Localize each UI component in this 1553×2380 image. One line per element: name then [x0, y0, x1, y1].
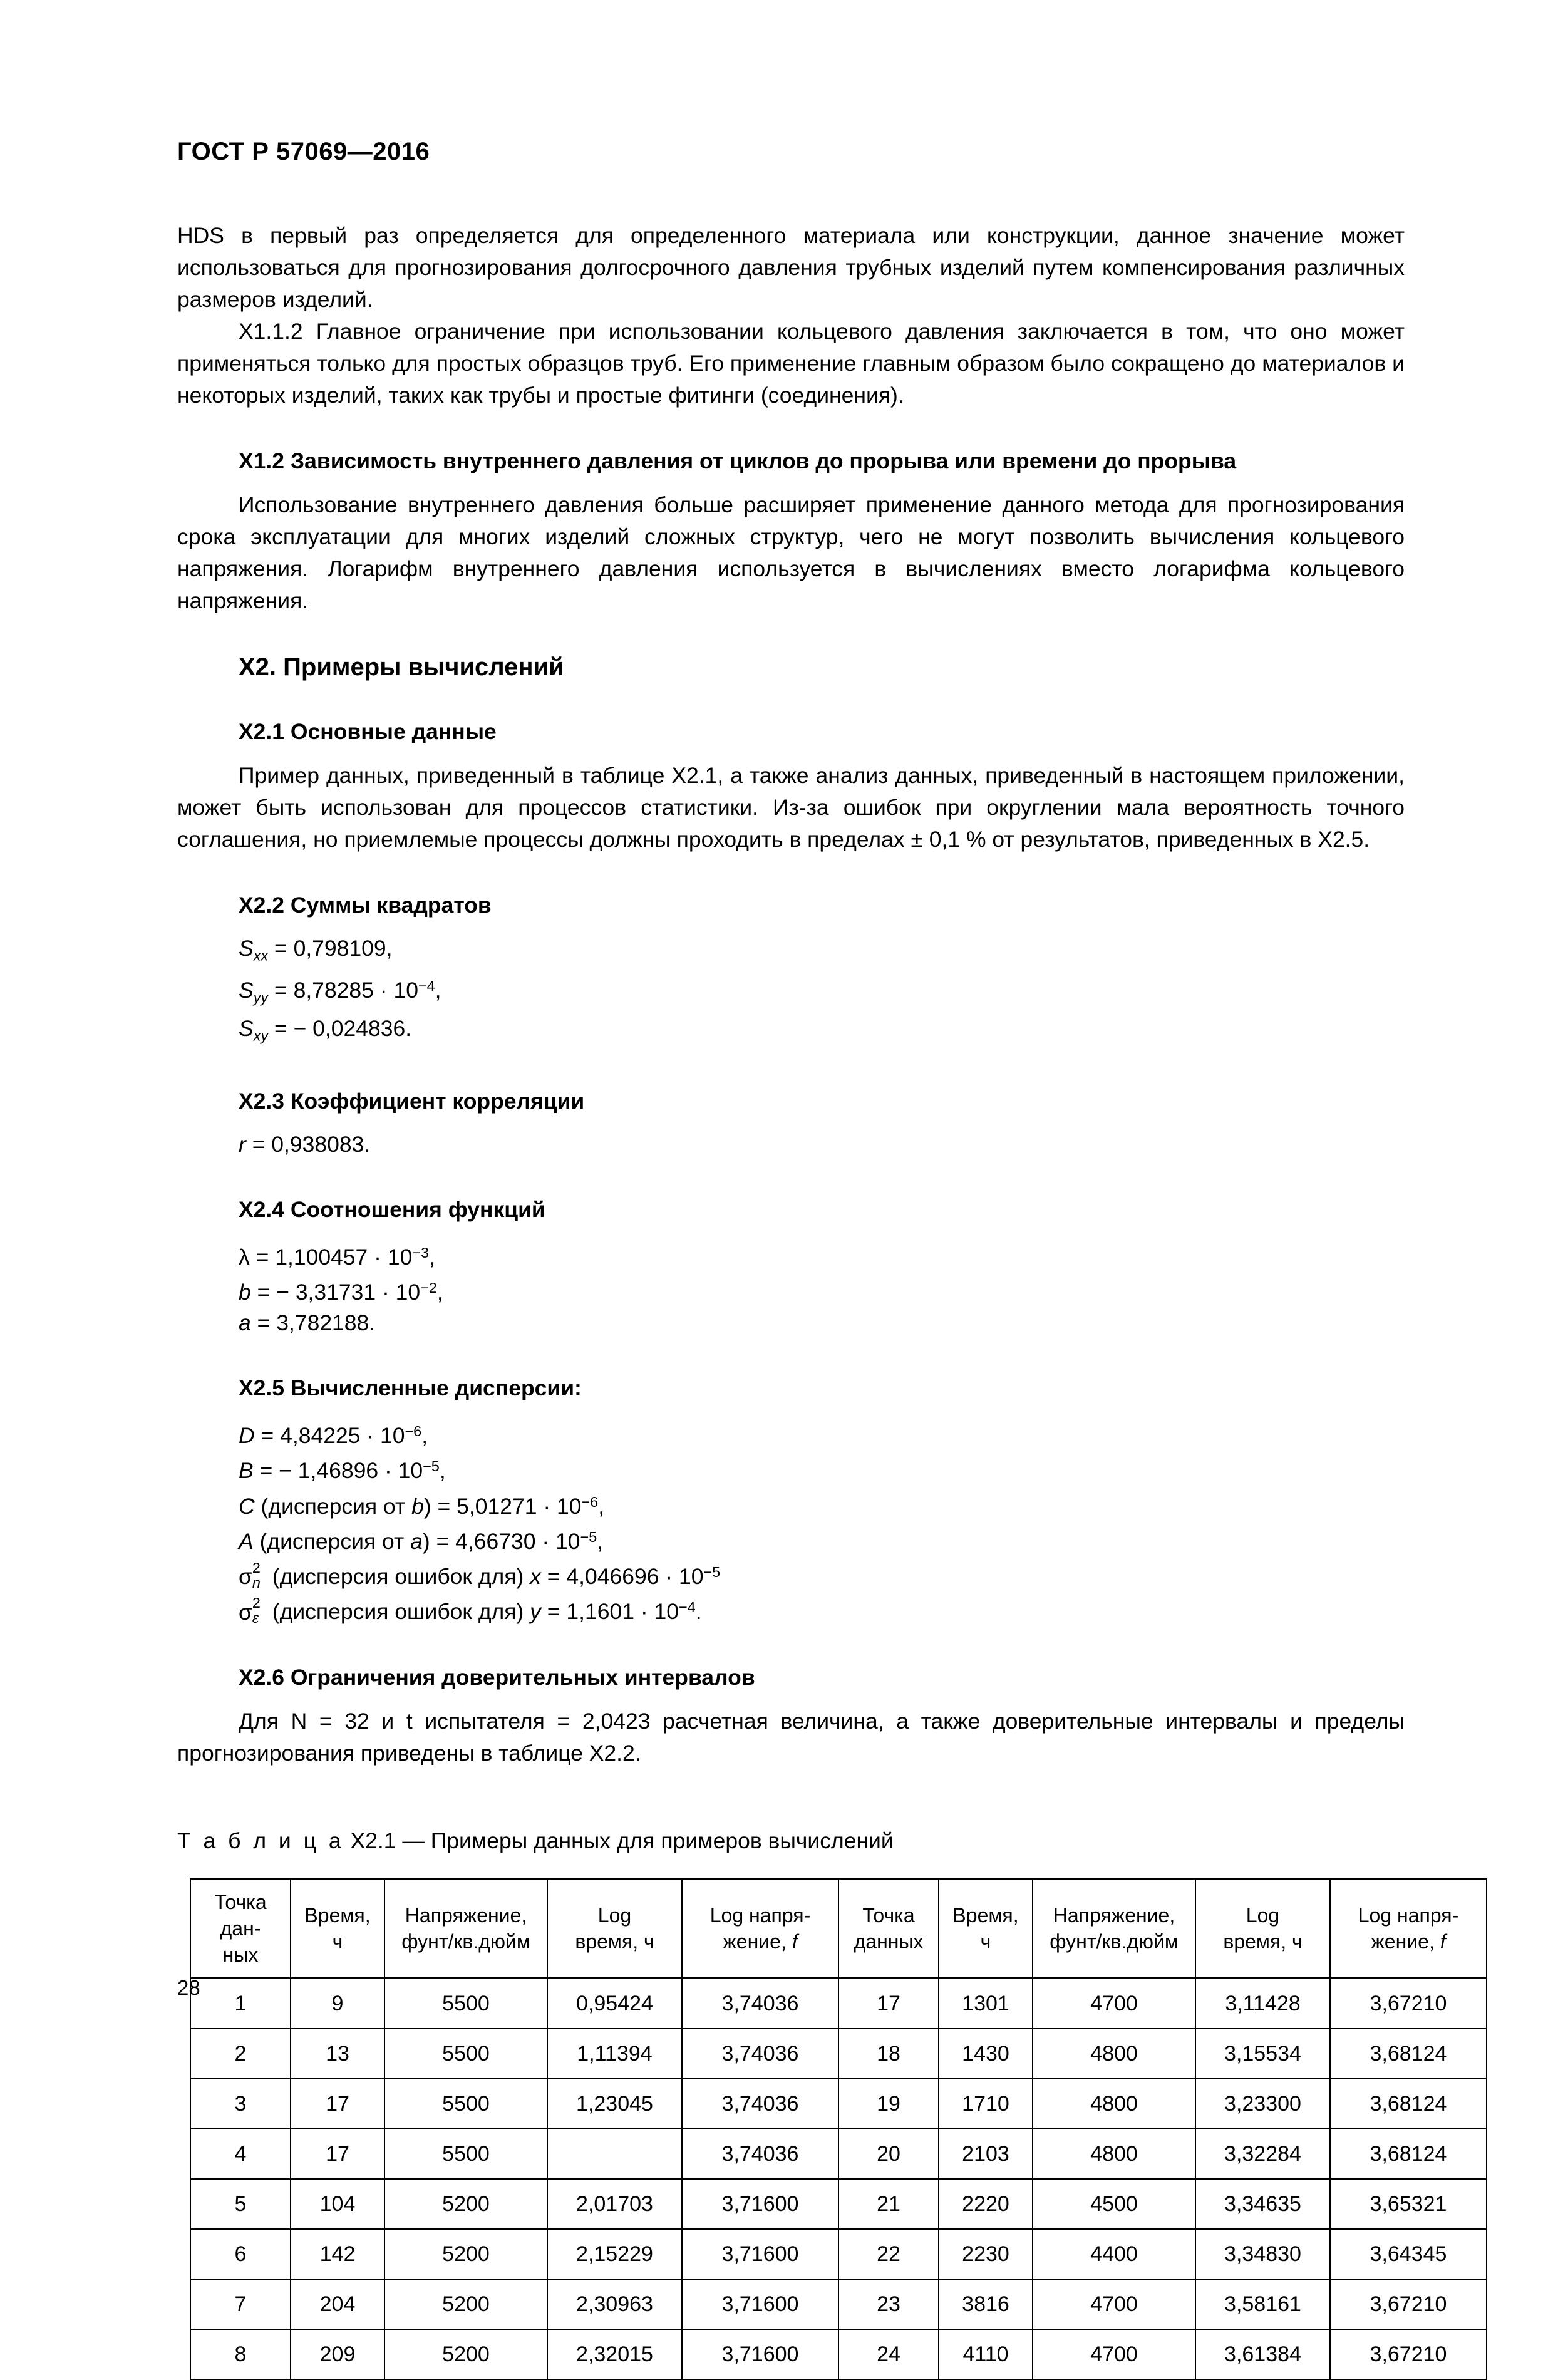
table-cell: 3,34635: [1195, 2179, 1330, 2229]
table-cell: 3,74036: [682, 2129, 838, 2179]
table-cell: 3,58161: [1195, 2279, 1330, 2329]
formula-tail: ,: [598, 1493, 605, 1519]
table-cell: 17: [291, 2079, 384, 2129]
table-caption-dash: —: [402, 1828, 425, 1853]
formula-b-upper: [177, 1451, 1405, 1486]
header-line: ч: [980, 1930, 991, 1953]
paragraph-x2-6: Для N = 32 и t испытателя = 2,0423 расчетная величина, а также доверительные интервалы и пределы прогнозирования приведены в таблице X2.2.: [177, 1708, 1405, 1766]
table-cell: 5200: [384, 2329, 547, 2379]
table-cell: 3,71600: [682, 2229, 838, 2279]
table-row: [190, 2029, 1487, 2079]
table-cell: 5500: [384, 2079, 547, 2129]
formula-value: = 4,84225 · 10: [261, 1423, 405, 1449]
table-cell: 3,23300: [1195, 2079, 1330, 2129]
table-cell: 3,68124: [1330, 2079, 1487, 2129]
table-cell: 4700: [1033, 2329, 1195, 2379]
spacer: [177, 682, 1405, 717]
formula-value: = − 0,024836.: [274, 1016, 412, 1042]
heading-x2-4: X2.4 Соотношения функций: [239, 1196, 545, 1222]
heading-x2-1: X2.1 Основные данные: [239, 719, 497, 744]
sigma-glyph: σ: [239, 1599, 252, 1625]
header-line: ч: [332, 1930, 343, 1953]
table-column-header: [547, 1879, 682, 1979]
spacer: [177, 617, 1405, 652]
table-row: [190, 2229, 1487, 2279]
header-line: фунт/кв.дюйм: [1050, 1930, 1179, 1953]
sigma-subscript: ε: [252, 1610, 259, 1627]
paragraph-x1-2: Использование внутреннего давления больше расширяет применение данного метода для прогнозирования срока эксплуатации для многих изделий сложных структур, чего не могут позволить вычисления кольцевого напряжения. Логарифм внутреннего давления используется в вычислениях вместо логарифма кольцевого напряжения.: [177, 492, 1405, 613]
table-cell: 2103: [939, 2129, 1033, 2179]
table-cell: 13: [291, 2029, 384, 2079]
table-cell: 5200: [384, 2179, 547, 2229]
formula-d: [177, 1416, 1405, 1451]
formula-lambda: [177, 1238, 1405, 1273]
formula-exponent: −2: [420, 1279, 437, 1296]
table-cell: 3,67210: [1330, 1978, 1487, 2029]
formula-b: [177, 1273, 1405, 1308]
paragraph-x1-1-2: X1.1.2 Главное ограничение при использовании кольцевого давления заключается в том, что оно может применяться только для простых образцов труб. Его применение главным образом было сокращено до материалов и некоторых изделий, таких как трубы и простые фитинги (соединения).: [177, 319, 1405, 408]
sigma-symbol: [239, 1559, 261, 1592]
formula-variable: x: [530, 1564, 541, 1590]
table-column-header: [190, 1879, 291, 1979]
formula-subscript: xx: [253, 947, 269, 964]
table-row: [190, 2329, 1487, 2379]
heading-x2-5: X2.5 Вычисленные дисперсии:: [239, 1375, 582, 1401]
table-row: [190, 2179, 1487, 2229]
table-cell: 2,30963: [547, 2279, 682, 2329]
table-cell: 3,68124: [1330, 2029, 1487, 2079]
formula-sigma-epsilon: [177, 1592, 1405, 1627]
formula-tail: ,: [597, 1529, 604, 1555]
sigma-subscript: n: [252, 1575, 261, 1591]
table-cell: 3,11428: [1195, 1978, 1330, 2029]
spacer: [177, 1052, 1405, 1087]
table-cell: 2: [190, 2029, 291, 2079]
header-line: Точка: [214, 1890, 267, 1913]
spacer: [177, 1628, 1405, 1663]
table-cell: 3,71600: [682, 2179, 838, 2229]
header-line: Log: [1246, 1903, 1280, 1927]
header-line: Log: [597, 1903, 632, 1927]
page-number: 28: [177, 1976, 200, 1999]
table-cell: 3,67210: [1330, 2329, 1487, 2379]
formula-sxx: [177, 933, 1405, 971]
table-cell: 2220: [939, 2179, 1033, 2229]
spacer: [177, 1115, 1405, 1129]
table-cell: 104: [291, 2179, 384, 2229]
formula-symbol: S: [239, 978, 254, 1003]
spacer: [177, 1692, 1405, 1705]
formula-sigma-n: [177, 1557, 1405, 1592]
formula-value: = − 1,46896 · 10: [259, 1458, 423, 1484]
table-column-header: [384, 1879, 547, 1979]
spacer: [177, 1160, 1405, 1195]
table-caption: [177, 1827, 1405, 1855]
formula-label: (дисперсия ошибок для): [272, 1564, 530, 1590]
formula-value: = 1,100457 · 10: [255, 1244, 413, 1270]
spacer: [177, 1224, 1405, 1238]
formula-exponent: −6: [405, 1423, 422, 1440]
spacer: [177, 411, 1405, 447]
sigma-glyph: σ: [239, 1564, 252, 1590]
formula-tail: .: [695, 1599, 702, 1625]
sigma-exponent: 2: [252, 1595, 261, 1612]
formula-tail: ,: [435, 978, 441, 1003]
header-italic-symbol: f: [786, 1930, 798, 1953]
formula-symbol: C: [239, 1493, 255, 1519]
table-cell: 142: [291, 2229, 384, 2279]
table-cell: 1,23045: [547, 2079, 682, 2129]
spacer: [177, 475, 1405, 489]
header-line: данных: [854, 1930, 924, 1953]
table-cell: 3,65321: [1330, 2179, 1487, 2229]
formula-tail: ,: [421, 1423, 428, 1449]
formula-a-upper: [177, 1522, 1405, 1557]
table-cell: 4500: [1033, 2179, 1195, 2229]
table-cell: 3,67210: [1330, 2279, 1487, 2329]
formula-exponent: −5: [703, 1564, 721, 1581]
table-cell: 1,11394: [547, 2029, 682, 2079]
table-cell: 17: [291, 2129, 384, 2179]
spacer: [177, 746, 1405, 760]
table-cell: 204: [291, 2279, 384, 2329]
table-caption-title: Примеры данных для примеров вычислений: [430, 1828, 894, 1853]
table-row: [190, 2129, 1487, 2179]
table-cell: 4110: [939, 2329, 1033, 2379]
formula-value: = 0,938083.: [252, 1131, 371, 1157]
formula-symbol: A: [239, 1529, 254, 1555]
formula-exponent: −4: [418, 978, 435, 995]
table-column-header: [1195, 1879, 1330, 1979]
table-cell: 3,61384: [1195, 2329, 1330, 2379]
paragraph-hds: HDS в первый раз определяется для определенного материала или конструкции, данное значение может использоваться для прогнозирования долгосрочного давления трубных изделий путем компенсирования различных размеров изделий.: [177, 223, 1405, 312]
table-cell: 19: [838, 2079, 939, 2129]
heading-x1-2: X1.2 Зависимость внутреннего давления от циклов до прорыва или времени до прорыва: [239, 448, 1237, 473]
table-body: [190, 1978, 1487, 2379]
heading-x2-2: X2.2 Суммы квадратов: [239, 892, 492, 918]
table-cell: 3,34830: [1195, 2229, 1330, 2279]
table-cell: 2,32015: [547, 2329, 682, 2379]
table-header-row: [190, 1879, 1487, 1979]
table-cell: 7: [190, 2279, 291, 2329]
formula-exponent: −4: [679, 1599, 696, 1616]
sigma-symbol: [239, 1595, 261, 1628]
header-line: Напряжение,: [1053, 1903, 1175, 1927]
header-line: Время,: [952, 1903, 1019, 1927]
header-line: жение, f: [723, 1930, 798, 1953]
formula-subscript: xy: [253, 1027, 269, 1044]
header-line: фунт/кв.дюйм: [401, 1930, 530, 1953]
formula-symbol: S: [239, 936, 254, 961]
formula-sxy: [177, 1013, 1405, 1051]
table-cell: 2230: [939, 2229, 1033, 2279]
formula-value: = − 3,31731 · 10: [257, 1280, 421, 1305]
table-cell: 3,71600: [682, 2329, 838, 2379]
table-cell: 0,95424: [547, 1978, 682, 2029]
table-cell: 3,64345: [1330, 2229, 1487, 2279]
table-cell: 5500: [384, 2029, 547, 2079]
header-italic-symbol: f: [1434, 1930, 1446, 1953]
table-row: [190, 2279, 1487, 2329]
table-cell: 3,71600: [682, 2279, 838, 2329]
paragraph-x2-1: Пример данных, приведенный в таблице X2.1, а также анализ данных, приведенный в настоящем приложении, может быть использован для процессов статистики. Из-за ошибок при округлении мала вероятность точного соглашения, но приемлемые процессы должны проходить в пределах ± 0,1 % от результатов, приведенных в X2.5.: [177, 763, 1405, 852]
formula-value: = 3,782188.: [257, 1310, 376, 1336]
heading-x2-6: X2.6 Ограничения доверительных интервалов: [239, 1664, 755, 1690]
header-line: Время,: [304, 1903, 371, 1927]
table-column-header: [291, 1879, 384, 1979]
table-column-header: [838, 1879, 939, 1979]
formula-symbol: b: [239, 1280, 251, 1305]
formula-a: [177, 1308, 1405, 1338]
table-cell: 3816: [939, 2279, 1033, 2329]
formula-exponent: −3: [412, 1244, 430, 1261]
formula-value: ) = 4,66730 · 10: [422, 1529, 580, 1555]
table-cell: 3,15534: [1195, 2029, 1330, 2079]
spacer: [177, 1855, 1405, 1878]
table-cell: 17: [838, 1978, 939, 2029]
header-line: Log напря-: [1358, 1903, 1459, 1927]
header-line: жение, f: [1371, 1930, 1446, 1953]
header-line: Log напря-: [709, 1903, 811, 1927]
formula-symbol: a: [239, 1310, 251, 1336]
table-cell: 209: [291, 2329, 384, 2379]
table-cell: 21: [838, 2179, 939, 2229]
table-cell: [547, 2129, 682, 2179]
table-cell: 23: [838, 2279, 939, 2329]
formula-r: [177, 1129, 1405, 1160]
standard-header: ГОСТ Р 57069—2016: [177, 138, 430, 165]
spacer: [177, 1338, 1405, 1374]
formula-tail: ,: [439, 1458, 446, 1484]
table-cell: 22: [838, 2229, 939, 2279]
table-row: [190, 2079, 1487, 2129]
table-cell: 18: [838, 2029, 939, 2079]
table-cell: 5: [190, 2179, 291, 2229]
table-cell: 1710: [939, 2079, 1033, 2129]
formula-label: (дисперсия ошибок для): [272, 1599, 530, 1625]
formula-symbol: λ: [239, 1244, 250, 1270]
table-head: [190, 1879, 1487, 1979]
table-cell: 3: [190, 2079, 291, 2129]
formula-value: = 1,1601 · 10: [547, 1599, 679, 1625]
formula-syy: [177, 971, 1405, 1013]
table-cell: 4: [190, 2129, 291, 2179]
table-cell: 1301: [939, 1978, 1033, 2029]
table-cell: 6: [190, 2229, 291, 2279]
table-cell: 3,32284: [1195, 2129, 1330, 2179]
formula-variable: y: [530, 1599, 541, 1625]
header-line: время, ч: [1223, 1930, 1303, 1953]
table-container: [177, 1878, 1459, 2380]
formula-c-upper: [177, 1487, 1405, 1522]
heading-x2-3: X2.3 Коэффициент корреляции: [239, 1088, 585, 1114]
table-column-header: [939, 1879, 1033, 1979]
table-cell: 5500: [384, 2129, 547, 2179]
table-cell: 8: [190, 2329, 291, 2379]
formula-label: (дисперсия от: [259, 1529, 411, 1555]
header-line: дан-: [220, 1917, 261, 1940]
table-column-header: [1033, 1879, 1195, 1979]
spacer: [177, 856, 1405, 891]
formula-variable: b: [411, 1493, 424, 1519]
data-table-x2-1: [190, 1878, 1487, 2380]
table-cell: 4800: [1033, 2079, 1195, 2129]
table-cell: 4700: [1033, 1978, 1195, 2029]
table-cell: 3,74036: [682, 1978, 838, 2029]
formula-tail: ,: [429, 1244, 435, 1270]
table-cell: 2,15229: [547, 2229, 682, 2279]
formula-value: = 4,046696 · 10: [547, 1564, 704, 1590]
formula-value: = 0,798109,: [274, 936, 393, 961]
table-cell: 3,68124: [1330, 2129, 1487, 2179]
table-column-header: [682, 1879, 838, 1979]
formula-variable: a: [410, 1529, 423, 1555]
header-line: Напряжение,: [405, 1903, 527, 1927]
table-cell: 4800: [1033, 2129, 1195, 2179]
formula-value: ) = 5,01271 · 10: [423, 1493, 582, 1519]
spacer: [177, 1769, 1405, 1827]
table-cell: 20: [838, 2129, 939, 2179]
table-cell: 5500: [384, 1978, 547, 2029]
formula-value: = 8,78285 · 10: [274, 978, 418, 1003]
table-cell: 4400: [1033, 2229, 1195, 2279]
header-line: время, ч: [575, 1930, 654, 1953]
table-cell: 4700: [1033, 2279, 1195, 2329]
table-cell: 4800: [1033, 2029, 1195, 2079]
formula-subscript: yy: [253, 990, 269, 1006]
page-content: [177, 0, 1459, 2380]
formula-symbol: S: [239, 1016, 254, 1042]
table-cell: 2,01703: [547, 2179, 682, 2229]
formula-exponent: −6: [581, 1493, 599, 1510]
header-line: Точка: [862, 1903, 915, 1927]
table-cell: 5200: [384, 2229, 547, 2279]
heading-x2: X2. Примеры вычислений: [239, 653, 564, 681]
header-line: ных: [222, 1943, 259, 1966]
formula-tail: ,: [436, 1280, 443, 1305]
formula-symbol: B: [239, 1458, 254, 1484]
formula-symbol: r: [239, 1131, 246, 1157]
table-row: [190, 1978, 1487, 2029]
table-cell: 1: [190, 1978, 291, 2029]
formula-exponent: −5: [423, 1458, 440, 1475]
spacer: [177, 1402, 1405, 1416]
table-column-header: [1330, 1879, 1487, 1979]
formula-symbol: D: [239, 1423, 255, 1449]
table-cell: 9: [291, 1978, 384, 2029]
spacer: [177, 919, 1405, 933]
formula-exponent: −5: [580, 1528, 597, 1545]
table-caption-label: Т а б л и ц а: [177, 1828, 344, 1853]
table-caption-number: X2.1: [350, 1828, 396, 1853]
table-cell: 1430: [939, 2029, 1033, 2079]
sigma-exponent: 2: [252, 1559, 261, 1576]
formula-label: (дисперсия от: [261, 1493, 412, 1519]
table-cell: 5200: [384, 2279, 547, 2329]
table-cell: 3,74036: [682, 2079, 838, 2129]
table-cell: 3,74036: [682, 2029, 838, 2079]
table-cell: 24: [838, 2329, 939, 2379]
